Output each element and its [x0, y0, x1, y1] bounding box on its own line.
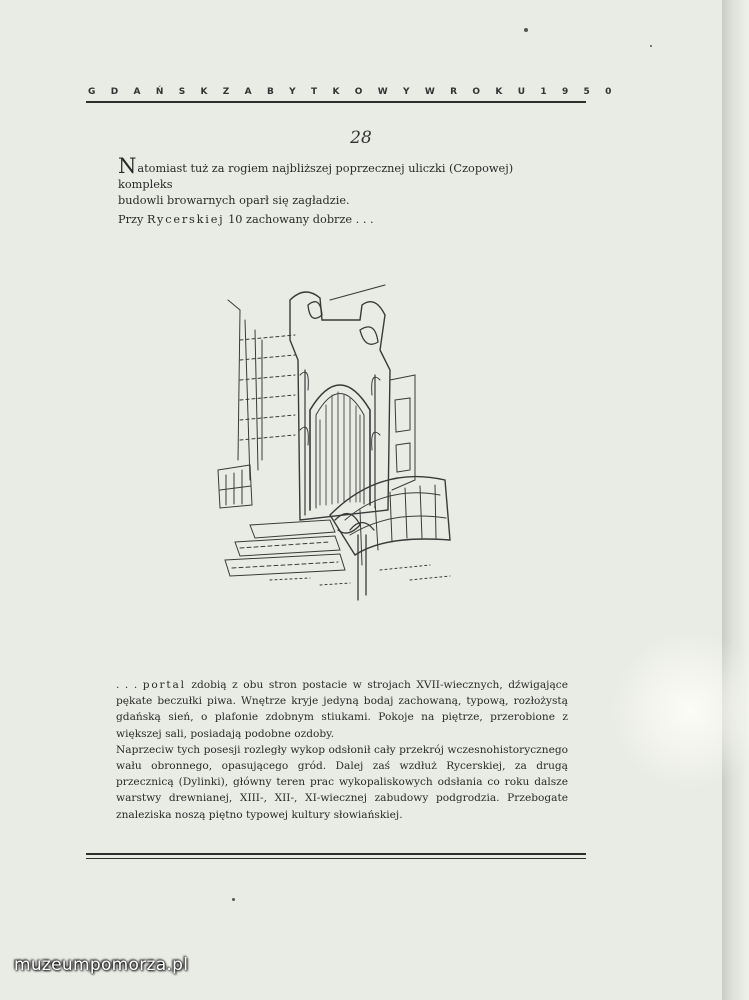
page-number: 28	[350, 128, 372, 148]
intro-paragraph	[118, 154, 568, 228]
footer-rule-thick	[86, 853, 586, 855]
street-name-spaced: Rycerskiej	[146, 213, 225, 226]
footer-rule-thin	[86, 858, 586, 859]
drop-cap: N	[118, 154, 137, 178]
running-header: G D A Ń S K Z A B Y T K O W Y W R O K U 1 9 5 0	[88, 87, 618, 97]
watermark-text: muzeumpomorza.pl	[14, 955, 189, 975]
paper-speck	[232, 898, 235, 901]
paragraph-1	[116, 677, 568, 742]
header-rule	[86, 101, 586, 103]
paragraph-1-text: zdobią z obu stron postacie w strojach XVII-wiecznych, dźwigające pękate beczułki piwa. Wnętrze kryje jedyną bodaj zachowaną, typową, rozłożystą gdańską sień, o plafonie zdobnym stiukami. Pokoje na piętrze, przerobione z większej sali, posiadają podobne ozdoby.	[116, 679, 568, 740]
intro-line-2: budowli browarnych oparł się zagładzie.	[118, 194, 350, 207]
paper-speck	[650, 45, 652, 47]
intro-line-3-suffix: 10 zachowany dobrze . . .	[224, 213, 374, 226]
body-text	[116, 677, 568, 823]
intro-line-3-prefix: Przy	[118, 213, 147, 226]
intro-line-1	[118, 154, 568, 193]
portal-illustration	[210, 280, 470, 610]
paper-speck	[524, 28, 528, 32]
paragraph-2: Naprzeciw tych posesji rozległy wykop odsłonił cały przekrój wczesnohistorycznego wału obronnego, opasującego gród. Dalej zaś wzdłuż Rycerskiej, za drugą przecznicą (Dylinki), główny teren prac wykopaliskowych odsłania co roku dalsze warstwy drewnianej, XIII-, XII-, XI-wiecznej zabudowy podgrodzia. Przebogate znaleziska noszą piętno typowej kultury słowiańskiej.	[116, 743, 568, 821]
intro-line-1-text: atomiast tuż za rogiem najbliższej poprzecznej uliczki (Czopowej) kompleks	[118, 162, 514, 191]
paragraph-1-ellipsis: . . .	[116, 679, 143, 691]
intro-line-3	[118, 212, 568, 228]
portal-spaced-word: portal	[142, 679, 186, 691]
page-edge	[722, 0, 749, 1000]
